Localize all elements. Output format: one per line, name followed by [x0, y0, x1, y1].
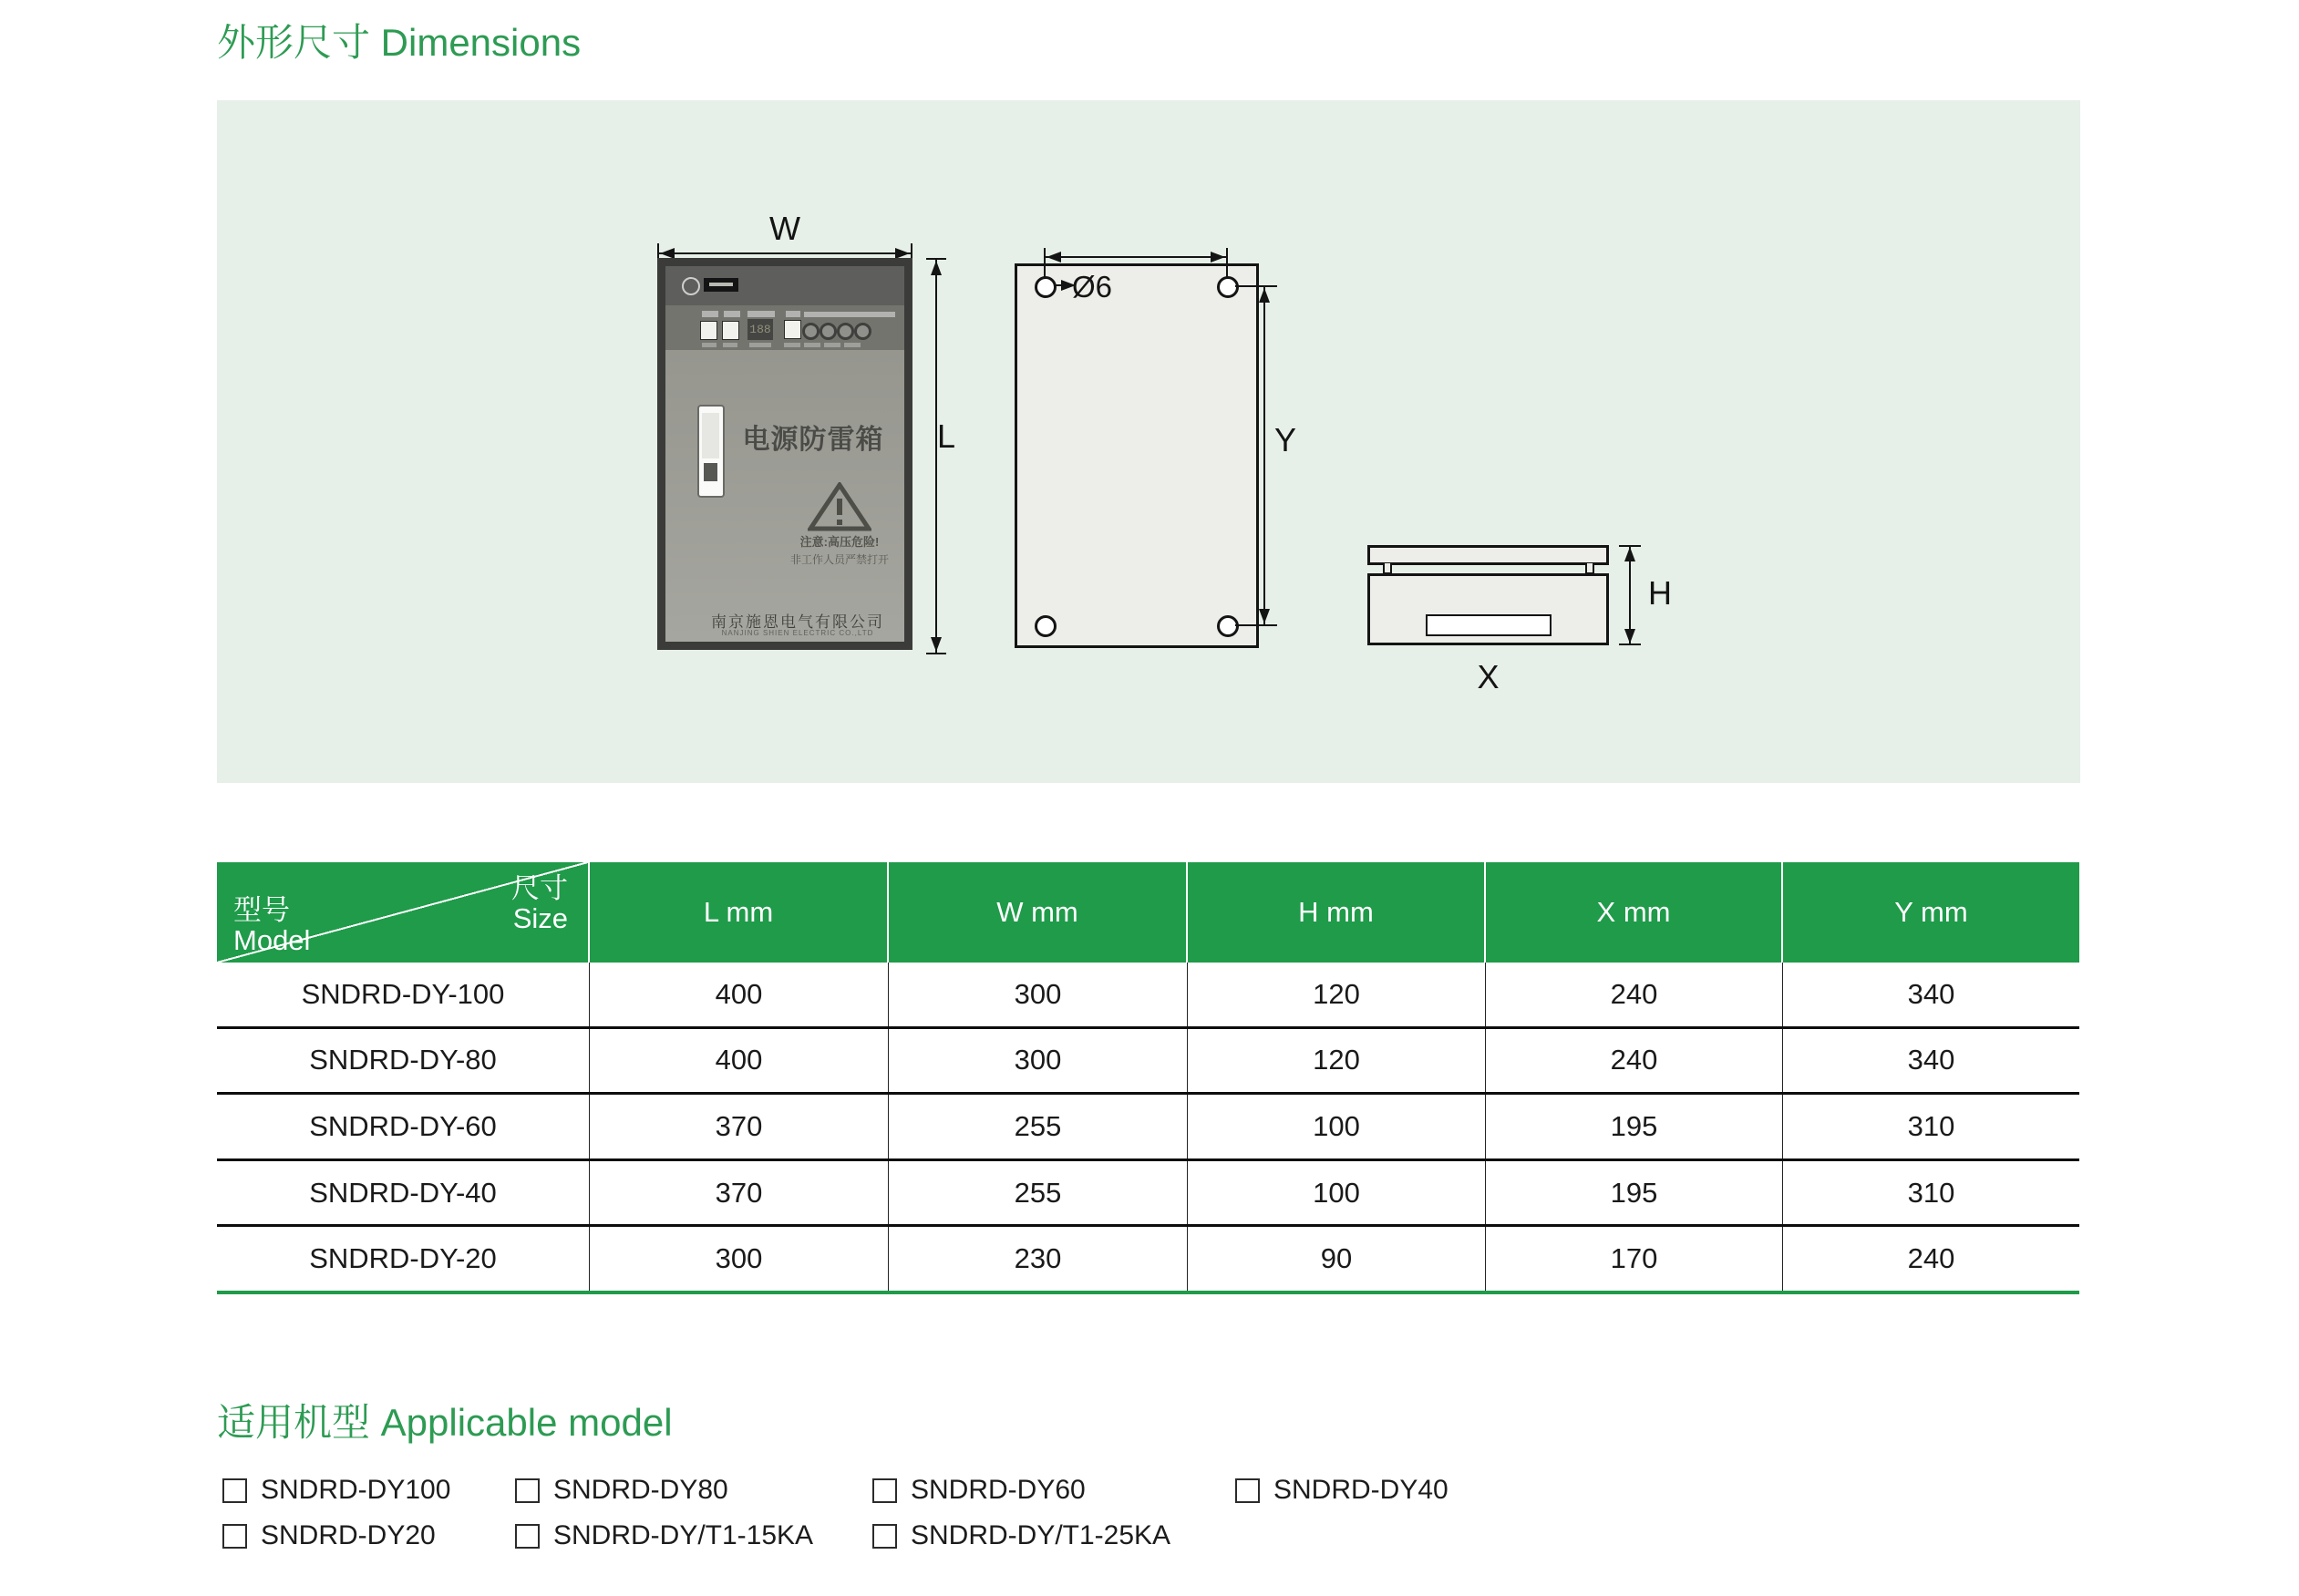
cell-model: SNDRD-DY-60 — [217, 1095, 590, 1158]
cell-w: 300 — [889, 963, 1188, 1026]
brand-logo-plate — [704, 278, 738, 292]
cell-h: 90 — [1188, 1227, 1486, 1291]
hole-diameter-leader — [1054, 280, 1072, 291]
device-face — [665, 350, 904, 642]
device-indicator-4 — [854, 323, 871, 340]
company-name-zh: 南京施恩电气有限公司 — [711, 613, 884, 631]
h-dimension-label: H — [1648, 574, 1672, 612]
device-button-display — [700, 321, 717, 340]
cell-model: SNDRD-DY-100 — [217, 963, 590, 1026]
cell-model: SNDRD-DY-80 — [217, 1029, 590, 1093]
y-dimension — [1235, 286, 1277, 625]
cell-x: 195 — [1486, 1161, 1783, 1225]
model-option-label: SNDRD-DY/T1-15KA — [553, 1520, 814, 1550]
device-control-band — [665, 305, 904, 350]
cell-l: 400 — [590, 963, 889, 1026]
warning-triangle-icon — [808, 482, 871, 536]
cell-model: SNDRD-DY-20 — [217, 1227, 590, 1291]
device-button-test — [784, 320, 801, 339]
model-option[interactable] — [222, 1520, 436, 1551]
model-option-label: SNDRD-DY20 — [261, 1520, 436, 1550]
checkbox-icon[interactable] — [222, 1524, 247, 1549]
device-counter-display: 188 — [747, 319, 773, 340]
device-button-mute — [722, 321, 739, 340]
model-option-label: SNDRD-DY60 — [911, 1475, 1086, 1505]
mounting-plate-view — [1015, 263, 1259, 648]
cell-w: 255 — [889, 1161, 1188, 1225]
size-table-corner-cell — [217, 862, 590, 963]
column-header-w: W mm — [889, 862, 1188, 963]
table-row — [217, 1095, 2079, 1161]
l-dimension-label: L — [937, 417, 956, 455]
cell-w: 230 — [889, 1227, 1188, 1291]
cell-y: 340 — [1907, 977, 1955, 1010]
cell-x: 240 — [1486, 1029, 1783, 1093]
corner-model-en: Model — [233, 924, 311, 956]
cell-h: 120 — [1188, 1029, 1486, 1093]
cell-model: SNDRD-DY-40 — [217, 1161, 590, 1225]
corner-size-en: Size — [512, 902, 568, 934]
applicable-model-list — [222, 1475, 1681, 1575]
cell-w: 255 — [889, 1095, 1188, 1158]
warning-text-line2: 非工作人员严禁打开 — [789, 553, 889, 566]
device-front-view — [657, 258, 912, 650]
model-option[interactable] — [515, 1475, 728, 1506]
cell-l: 300 — [590, 1227, 889, 1291]
device-logo-band — [665, 266, 904, 305]
side-view-cover — [1367, 545, 1609, 565]
table-row — [217, 1227, 2079, 1294]
model-option-label: SNDRD-DY100 — [261, 1475, 451, 1505]
model-option[interactable] — [872, 1475, 1086, 1506]
table-row — [217, 1029, 2079, 1096]
cell-l: 370 — [590, 1161, 889, 1225]
w-dimension-label: W — [769, 210, 800, 247]
hole-diameter-label: Ø6 — [1072, 270, 1113, 304]
model-option[interactable] — [1235, 1475, 1448, 1506]
cell-y: 310 — [1907, 1176, 1955, 1209]
size-table — [217, 862, 2079, 1294]
device-main-switch — [697, 405, 725, 498]
size-table-header — [217, 862, 2079, 963]
column-header-x: X mm — [1486, 862, 1783, 963]
mounting-hole-bottom-left — [1035, 615, 1057, 637]
applicable-section-title: 适用机型 Applicable model — [217, 1401, 673, 1444]
cell-y: 340 — [1907, 1044, 1955, 1076]
brand-logo-icon — [682, 277, 700, 295]
device-indicator-3 — [837, 323, 854, 340]
model-option[interactable] — [515, 1520, 813, 1551]
device-indicator-1 — [802, 323, 820, 340]
cell-l: 400 — [590, 1029, 889, 1093]
cell-x: 170 — [1486, 1227, 1783, 1291]
dimensions-section-title: 外形尺寸 Dimensions — [217, 21, 582, 64]
cell-h: 100 — [1188, 1095, 1486, 1158]
company-name-en: NANJING SHIEN ELECTRIC CO.,LTD — [721, 629, 874, 637]
cell-y: 240 — [1907, 1242, 1955, 1275]
corner-model-zh: 型号 — [233, 894, 290, 926]
model-option-label: SNDRD-DY40 — [1273, 1475, 1448, 1505]
model-option[interactable] — [872, 1520, 1170, 1551]
model-option-label: SNDRD-DY80 — [553, 1475, 728, 1505]
cell-x: 195 — [1486, 1095, 1783, 1158]
corner-size-zh: 尺寸 — [511, 872, 568, 904]
column-header-h: H mm — [1188, 862, 1486, 963]
dimensions-drawing-panel — [217, 100, 2080, 783]
l-dimension — [926, 258, 946, 654]
cell-h: 120 — [1188, 963, 1486, 1026]
model-option-label: SNDRD-DY/T1-25KA — [911, 1520, 1171, 1550]
side-view-slot — [1426, 614, 1552, 636]
x-dimension-label: X — [1477, 658, 1500, 695]
model-option[interactable] — [222, 1475, 450, 1506]
column-header-l: L mm — [590, 862, 889, 963]
y-dimension-label: Y — [1274, 421, 1297, 458]
cell-x: 240 — [1486, 963, 1783, 1026]
checkbox-icon[interactable] — [515, 1524, 540, 1549]
device-indicator-2 — [820, 323, 837, 340]
cell-l: 370 — [590, 1095, 889, 1158]
cell-h: 100 — [1188, 1161, 1486, 1225]
column-header-y: Y mm — [1894, 896, 1968, 928]
device-title-text: 电源防雷箱 — [742, 425, 884, 455]
checkbox-icon[interactable] — [872, 1478, 897, 1503]
table-row — [217, 1161, 2079, 1228]
warning-text-line1: 注意:高压危险! — [799, 535, 880, 549]
h-dimension — [1619, 545, 1641, 645]
table-row — [217, 963, 2079, 1029]
checkbox-icon[interactable] — [1235, 1478, 1260, 1503]
cell-y: 310 — [1907, 1109, 1955, 1142]
checkbox-icon[interactable] — [222, 1478, 247, 1503]
checkbox-icon[interactable] — [872, 1524, 897, 1549]
checkbox-icon[interactable] — [515, 1478, 540, 1503]
cell-w: 300 — [889, 1029, 1188, 1093]
